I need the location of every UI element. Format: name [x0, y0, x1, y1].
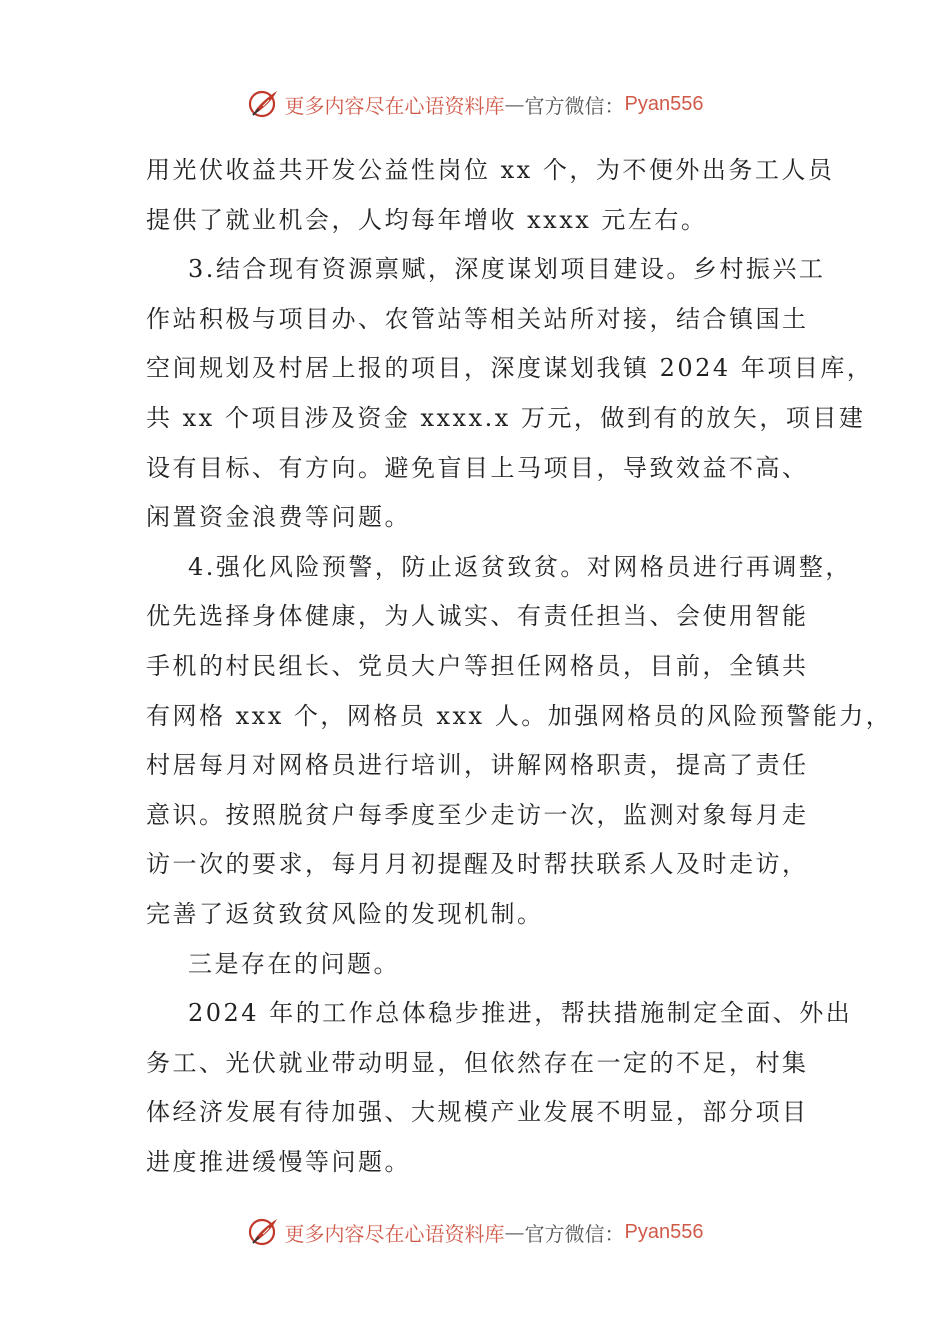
text-line: 作站积极与项目办、农管站等相关站所对接，结合镇国土 — [146, 304, 809, 333]
text-line: 村居每月对网格员进行培训，讲解网格职责，提高了责任 — [146, 751, 809, 780]
paragraph-summary-start: 2024 年的工作总体稳步推进，帮扶措施制定全面、外出 — [188, 999, 853, 1028]
quill-logo-icon — [247, 87, 281, 121]
footer-banner — [0, 1212, 950, 1252]
text-line: 闲置资金浪费等问题。 — [146, 503, 411, 532]
text-line: 完善了返贫致贫风险的发现机制。 — [146, 899, 544, 928]
header-banner — [0, 84, 950, 124]
text-line: 提供了就业机会，人均每年增收 xxxx 元左右。 — [146, 205, 708, 234]
paragraph-3-start: 3.结合现有资源禀赋，深度谋划项目建设。乡村振兴工 — [188, 255, 826, 284]
text-line: 设有目标、有方向。避免盲目上马项目，导致效益不高、 — [146, 453, 809, 482]
wechat-label: 官方微信： — [524, 93, 625, 118]
text-line: 访一次的要求，每月月初提醒及时帮扶联系人及时走访， — [146, 850, 809, 879]
quill-logo-icon — [247, 1215, 281, 1249]
document-body — [146, 146, 893, 1187]
banner-separator: — — [504, 1220, 525, 1244]
text-line: 用光伏收益共开发公益性岗位 xx 个，为不便外出务工人员 — [146, 156, 835, 184]
banner-text: 更多内容尽在心语资料库 — [284, 93, 505, 118]
section-heading: 三是存在的问题。 — [188, 949, 400, 978]
wechat-id: Pyan556 — [624, 92, 704, 115]
text-line: 优先选择身体健康，为人诚实、有责任担当、会使用智能 — [146, 602, 809, 631]
paragraph-4-start: 4.强化风险预警，防止返贫致贫。对网格员进行再调整， — [188, 552, 852, 581]
text-line: 体经济发展有待加强、大规模产业发展不明显，部分项目 — [146, 1098, 809, 1127]
text-line: 有网格 xxx 个，网格员 xxx 人。加强网格员的风险预警能力， — [146, 701, 893, 730]
wechat-label: 官方微信： — [524, 1221, 625, 1246]
wechat-id: Pyan556 — [624, 1220, 704, 1243]
text-line: 手机的村民组长、党员大户等担任网格员，目前，全镇共 — [146, 651, 809, 680]
text-line: 进度推进缓慢等问题。 — [146, 1147, 411, 1176]
text-line: 共 xx 个项目涉及资金 xxxx.x 万元，做到有的放矢，项目建 — [146, 403, 866, 432]
text-line: 意识。按照脱贫户每季度至少走访一次，监测对象每月走 — [146, 800, 809, 829]
text-line: 务工、光伏就业带动明显，但依然存在一定的不足，村集 — [146, 1048, 809, 1077]
banner-separator: — — [504, 92, 525, 116]
banner-text: 更多内容尽在心语资料库 — [284, 1221, 505, 1246]
text-line: 空间规划及村居上报的项目，深度谋划我镇 2024 年项目库， — [146, 354, 874, 383]
